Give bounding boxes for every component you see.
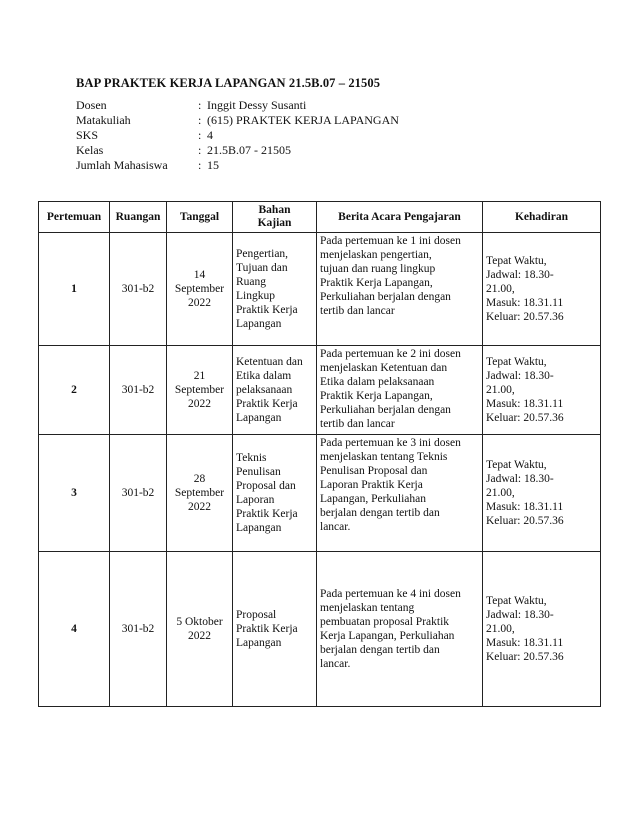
cell-bahan-kajian-line: Etika dalam <box>236 370 292 382</box>
cell-berita-acara-line: berjalan dengan tertib dan <box>320 644 440 656</box>
cell-pertemuan: 4 <box>39 552 110 707</box>
cell-berita-acara <box>317 552 483 707</box>
cell-tanggal-line: September <box>174 283 225 295</box>
info-separator: : <box>198 128 202 142</box>
cell-bahan-kajian-line: pelaksanaan <box>236 384 293 396</box>
header-ruangan: Ruangan <box>110 202 167 233</box>
info-row <box>76 98 399 113</box>
cell-berita-acara-line: pembuatan proposal Praktik <box>320 616 450 628</box>
cell-berita-acara <box>317 435 483 552</box>
cell-ruangan: 301-b2 <box>110 552 167 707</box>
info-separator: : <box>198 158 202 172</box>
cell-bahan-kajian-line: Proposal dan <box>236 480 296 492</box>
course-info <box>76 98 399 173</box>
cell-kehadiran <box>483 233 601 346</box>
cell-kehadiran-line: Jadwal: 18.30- <box>486 473 554 485</box>
cell-kehadiran-line: 21.00, <box>486 384 515 396</box>
header-pertemuan: Pertemuan <box>39 202 110 233</box>
cell-kehadiran <box>483 435 601 552</box>
cell-kehadiran-line: 21.00, <box>486 487 515 499</box>
cell-bahan-kajian-line: Praktik Kerja <box>236 398 298 410</box>
info-separator: : <box>198 143 202 157</box>
cell-berita-acara-line: Penulisan Proposal dan <box>320 465 428 477</box>
table-row <box>39 435 601 552</box>
cell-pertemuan: 3 <box>39 435 110 552</box>
cell-berita-acara-line: lancar. <box>320 658 351 670</box>
cell-tanggal <box>167 233 233 346</box>
cell-bahan-kajian <box>233 346 317 435</box>
cell-berita-acara-line: berjalan dengan tertib dan <box>320 507 440 519</box>
cell-ruangan: 301-b2 <box>110 233 167 346</box>
cell-bahan-kajian-line: Pengertian, <box>236 248 289 260</box>
table-row <box>39 346 601 435</box>
cell-berita-acara-line: menjelaskan tentang <box>320 602 415 614</box>
cell-kehadiran-line: Jadwal: 18.30- <box>486 370 554 382</box>
table-row <box>39 233 601 346</box>
cell-kehadiran-line: Tepat Waktu, <box>486 356 547 368</box>
cell-bahan-kajian-line: Praktik Kerja <box>236 508 298 520</box>
cell-kehadiran-line: 21.00, <box>486 623 515 635</box>
attendance-table <box>38 201 601 707</box>
cell-bahan-kajian-line: Lapangan <box>236 318 282 330</box>
cell-berita-acara-line: menjelaskan pengertian, <box>320 249 432 261</box>
cell-bahan-kajian-line: Ketentuan dan <box>236 356 303 368</box>
cell-berita-acara-line: menjelaskan tentang Teknis <box>320 451 448 463</box>
cell-kehadiran-line: 21.00, <box>486 283 515 295</box>
table-row <box>39 552 601 707</box>
info-label: Dosen <box>76 98 107 112</box>
cell-pertemuan: 1 <box>39 233 110 346</box>
info-separator: : <box>198 113 202 127</box>
info-row <box>76 128 399 143</box>
cell-bahan-kajian-line: Lapangan <box>236 522 282 534</box>
cell-berita-acara-line: tujuan dan ruang lingkup <box>320 263 436 275</box>
cell-berita-acara-line: Etika dalam pelaksanaan <box>320 376 435 388</box>
info-value: Inggit Dessy Susanti <box>207 98 307 112</box>
info-value: 21.5B.07 - 21505 <box>207 143 291 157</box>
cell-bahan-kajian-line: Proposal <box>236 609 277 621</box>
cell-kehadiran-line: Masuk: 18.31.11 <box>486 297 564 309</box>
cell-berita-acara-line: Pada pertemuan ke 3 ini dosen <box>320 437 461 449</box>
cell-berita-acara-line: Praktik Kerja Lapangan, <box>320 390 433 402</box>
cell-kehadiran-line: Keluar: 20.57.36 <box>486 412 564 424</box>
header-bahan-kajian: Bahan Kajian <box>233 202 317 233</box>
cell-berita-acara <box>317 346 483 435</box>
info-row <box>76 113 399 128</box>
cell-bahan-kajian-line: Lapangan <box>236 412 282 424</box>
cell-berita-acara-line: Pada pertemuan ke 2 ini dosen <box>320 348 461 360</box>
cell-tanggal-line: 2022 <box>188 297 211 309</box>
cell-tanggal-line: September <box>174 384 225 396</box>
cell-kehadiran <box>483 552 601 707</box>
info-row <box>76 143 399 158</box>
cell-kehadiran-line: Masuk: 18.31.11 <box>486 637 564 649</box>
cell-bahan-kajian-line: Lingkup <box>236 290 275 302</box>
cell-berita-acara-line: Laporan Praktik Kerja <box>320 479 423 491</box>
header-tanggal: Tanggal <box>167 202 233 233</box>
cell-berita-acara-line: Lapangan, Perkuliahan <box>320 493 427 505</box>
cell-bahan-kajian <box>233 233 317 346</box>
cell-kehadiran-line: Tepat Waktu, <box>486 459 547 471</box>
cell-kehadiran-line: Jadwal: 18.30- <box>486 609 554 621</box>
cell-tanggal-line: 2022 <box>188 398 211 410</box>
cell-bahan-kajian-line: Tujuan dan <box>236 262 288 274</box>
cell-tanggal-line: 21 <box>193 370 206 382</box>
cell-berita-acara-line: Perkuliahan berjalan dengan <box>320 291 451 303</box>
cell-bahan-kajian-line: Ruang <box>236 276 267 288</box>
header-kehadiran: Kehadiran <box>483 202 601 233</box>
cell-pertemuan: 2 <box>39 346 110 435</box>
cell-berita-acara-line: menjelaskan Ketentuan dan <box>320 362 448 374</box>
info-value: 4 <box>207 128 213 142</box>
cell-kehadiran-line: Masuk: 18.31.11 <box>486 398 564 410</box>
table-header-row <box>39 202 601 233</box>
cell-bahan-kajian-line: Praktik Kerja <box>236 623 298 635</box>
cell-tanggal-line: September <box>174 487 225 499</box>
info-label: SKS <box>76 128 99 142</box>
cell-tanggal <box>167 435 233 552</box>
cell-kehadiran-line: Keluar: 20.57.36 <box>486 651 564 663</box>
cell-bahan-kajian-line: Laporan <box>236 494 275 506</box>
cell-ruangan: 301-b2 <box>110 346 167 435</box>
cell-tanggal <box>167 552 233 707</box>
cell-berita-acara-line: Kerja Lapangan, Perkuliahan <box>320 630 455 642</box>
cell-tanggal <box>167 346 233 435</box>
cell-bahan-kajian-line: Penulisan <box>236 466 281 478</box>
info-row <box>76 158 399 173</box>
cell-berita-acara-line: tertib dan lancar <box>320 418 395 430</box>
info-separator: : <box>198 98 202 112</box>
cell-kehadiran <box>483 346 601 435</box>
info-value: 15 <box>207 158 219 172</box>
cell-ruangan: 301-b2 <box>110 435 167 552</box>
info-value: (615) PRAKTEK KERJA LAPANGAN <box>207 113 399 127</box>
cell-kehadiran-line: Tepat Waktu, <box>486 255 547 267</box>
cell-kehadiran-line: Keluar: 20.57.36 <box>486 515 564 527</box>
cell-bahan-kajian-line: Teknis <box>236 452 267 464</box>
cell-tanggal-line: 2022 <box>188 501 211 513</box>
cell-kehadiran-line: Jadwal: 18.30- <box>486 269 554 281</box>
cell-bahan-kajian <box>233 552 317 707</box>
info-label: Matakuliah <box>76 113 131 127</box>
cell-berita-acara-line: Pada pertemuan ke 1 ini dosen <box>320 235 461 247</box>
cell-bahan-kajian <box>233 435 317 552</box>
cell-berita-acara-line: Perkuliahan berjalan dengan <box>320 404 451 416</box>
cell-kehadiran-line: Tepat Waktu, <box>486 595 547 607</box>
info-label: Kelas <box>76 143 104 157</box>
cell-tanggal-line: 5 Oktober <box>176 616 223 628</box>
cell-tanggal-line: 2022 <box>188 630 211 642</box>
cell-berita-acara-line: lancar. <box>320 521 351 533</box>
header-berita-acara: Berita Acara Pengajaran <box>317 202 483 233</box>
cell-kehadiran-line: Masuk: 18.31.11 <box>486 501 564 513</box>
cell-kehadiran-line: Keluar: 20.57.36 <box>486 311 564 323</box>
cell-berita-acara-line: tertib dan lancar <box>320 305 395 317</box>
document-title: BAP PRAKTEK KERJA LAPANGAN 21.5B.07 – 21505 <box>76 76 381 90</box>
cell-berita-acara-line: Pada pertemuan ke 4 ini dosen <box>320 588 461 600</box>
cell-tanggal-line: 28 <box>193 473 206 485</box>
cell-berita-acara <box>317 233 483 346</box>
cell-berita-acara-line: Praktik Kerja Lapangan, <box>320 277 433 289</box>
cell-tanggal-line: 14 <box>193 269 206 281</box>
cell-bahan-kajian-line: Praktik Kerja <box>236 304 298 316</box>
cell-bahan-kajian-line: Lapangan <box>236 637 282 649</box>
info-label: Jumlah Mahasiswa <box>76 158 168 172</box>
